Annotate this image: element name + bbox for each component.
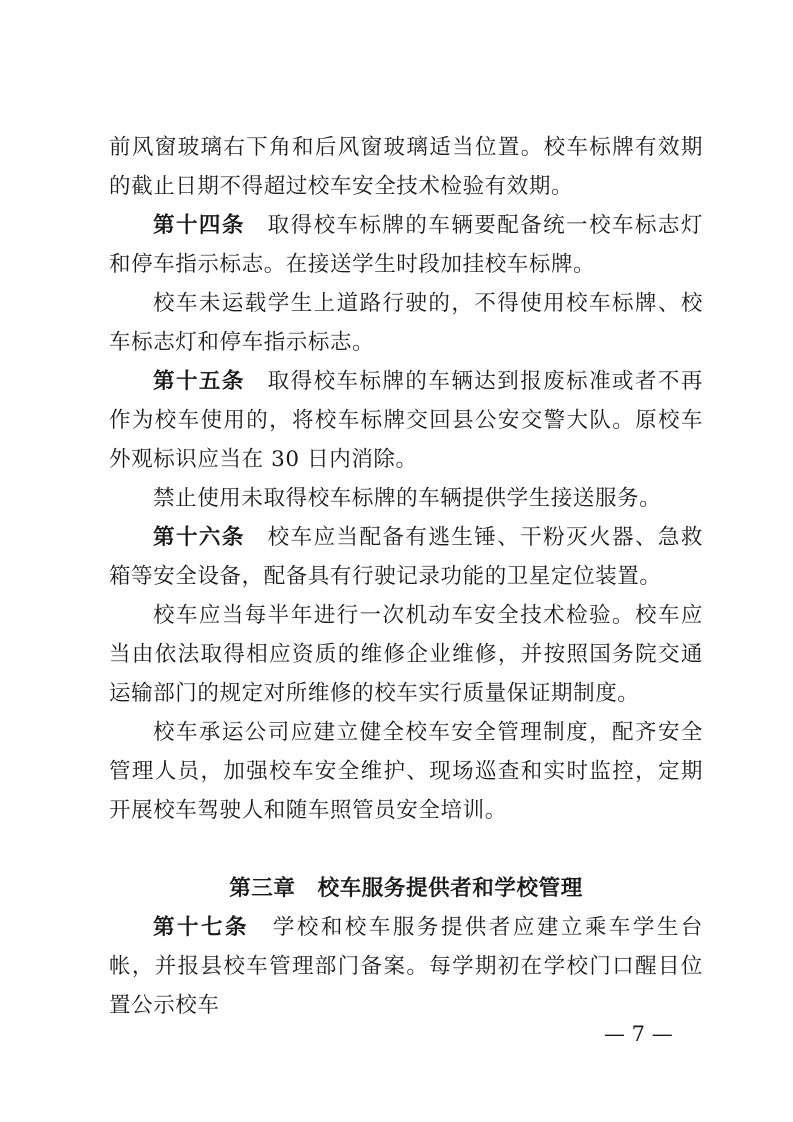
- paragraph-text: 前风窗玻璃右下角和后风窗玻璃适当位置。校车标牌有效期的截止日期不得超过校车安全技术检验有效期。: [109, 135, 703, 199]
- paragraph-text: 校车未运载学生上道路行驶的，不得使用校车标牌、校车标志灯和停车指示标志。: [109, 291, 703, 355]
- paragraph-text: 取得校车标牌的车辆达到报废标准或者不再作为校车使用的，将校车标牌交回县公安交警大队。原校车外观标识应当在 30 日内消除。: [109, 369, 703, 472]
- paragraph: [109, 596, 703, 713]
- article-14: [109, 206, 703, 284]
- paragraph: [109, 479, 703, 518]
- article-heading: 第十五条: [153, 369, 245, 394]
- paragraph-text: 学校和校车服务提供者应建立乘车学生台帐，并报县校车管理部门备案。每学期初在学校门口醒目位置公示校车: [109, 915, 703, 1018]
- document-body: [109, 128, 703, 1025]
- paragraph-continuation: [109, 128, 703, 206]
- paragraph-text: 禁止使用未取得校车标牌的车辆提供学生接送服务。: [153, 486, 662, 511]
- article-heading: 第十七条: [153, 915, 249, 940]
- paragraph-text: 校车承运公司应建立健全校车安全管理制度，配齐安全管理人员，加强校车安全维护、现场巡查和实时监控，定期开展校车驾驶人和随车照管员安全培训。: [109, 720, 703, 823]
- article-16: [109, 518, 703, 596]
- paragraph: [109, 284, 703, 362]
- paragraph: [109, 713, 703, 830]
- article-heading: 第十六条: [153, 525, 245, 550]
- article-heading: 第十四条: [153, 213, 245, 238]
- paragraph-text: 校车应当每半年进行一次机动车安全技术检验。校车应当由依法取得相应资质的维修企业维修，并按照国务院交通运输部门的规定对所维修的校车实行质量保证期制度。: [109, 603, 703, 706]
- paragraph-text: 取得校车标牌的车辆要配备统一校车标志灯和停车指示标志。在接送学生时段加挂校车标牌。: [109, 213, 703, 277]
- chapter-heading: 第三章 校车服务提供者和学校管理: [229, 876, 583, 901]
- page-number: — 7 —: [604, 1022, 673, 1046]
- article-15: [109, 362, 703, 479]
- section-spacer: [109, 830, 703, 869]
- paragraph-text: 校车应当配备有逃生锤、干粉灭火器、急救箱等安全设备，配备具有行驶记录功能的卫星定位装置。: [109, 525, 703, 589]
- article-17: [109, 908, 703, 1025]
